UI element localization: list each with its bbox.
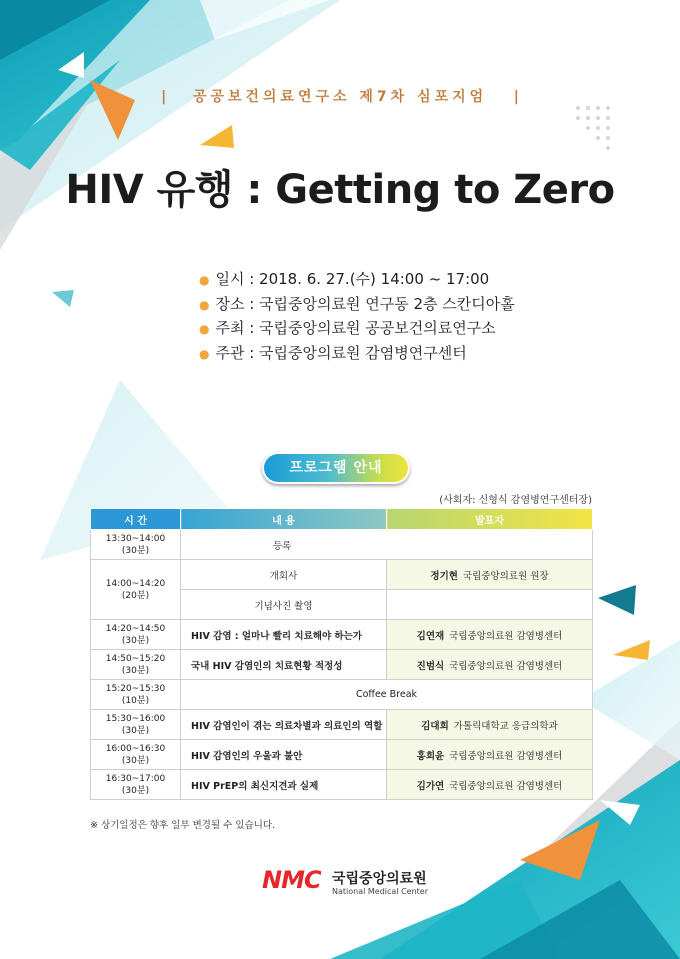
content-cell: 등록 <box>181 530 593 560</box>
speaker-cell: 정기현 국립중앙의료원 원장 <box>387 560 593 590</box>
table-row <box>91 710 593 740</box>
bullet-icon: ● <box>199 297 210 312</box>
nmc-logo-english: National Medical Center <box>332 887 428 896</box>
program-guide-button[interactable]: 프로그램 안내 <box>262 452 410 484</box>
page-title: HIV 유행 : Getting to Zero <box>65 167 615 213</box>
subtitle-text: 공공보건의료연구소 제7차 심포지엄 <box>192 89 488 105</box>
time-cell: 15:20~15:30 (10분) <box>91 680 181 710</box>
speaker-cell: 김대희 가톨릭대학교 응급의학과 <box>387 710 593 740</box>
subtitle-bar-left: | <box>161 89 167 105</box>
table-row <box>91 770 593 800</box>
info-organizer: ● 주관 : 국립중앙의료원 감염병연구센터 <box>199 343 467 362</box>
time-cell: 13:30~14:00 (30분) <box>91 530 181 560</box>
header-content: 내 용 <box>181 509 387 530</box>
table-row <box>91 560 593 590</box>
schedule-change-note: ※ 상기일정은 향후 일부 변경될 수 있습니다. <box>90 820 276 831</box>
subtitle-bar-right: | <box>513 89 519 105</box>
event-info-list <box>199 268 599 366</box>
content-cell: HIV 감염인이 겪는 의료차별과 의료인의 역할 <box>181 710 387 740</box>
info-date: ● 일시 : 2018. 6. 27.(수) 14:00 ~ 17:00 <box>199 270 490 288</box>
nmc-logo-mark: NMC <box>262 866 321 894</box>
time-cell: 14:50~15:20 (30분) <box>91 650 181 680</box>
content-cell: 기념사진 촬영 <box>181 590 387 620</box>
time-cell: 16:30~17:00 (30분) <box>91 770 181 800</box>
info-host: ● 주최 : 국립중앙의료원 공공보건의료연구소 <box>199 319 496 337</box>
symposium-subtitle <box>0 86 680 106</box>
speaker-cell: 홍희윤 국립중앙의료원 감염병센터 <box>387 740 593 770</box>
speaker-cell: 김가연 국립중앙의료원 감염병센터 <box>387 770 593 800</box>
table-row <box>91 740 593 770</box>
speaker-cell: 진범식 국립중앙의료원 감염병센터 <box>387 650 593 680</box>
table-row <box>91 620 593 650</box>
header-time: 시 간 <box>91 509 181 530</box>
content-cell: HIV 감염 : 얼마나 빨리 치료해야 하는가 <box>181 620 387 650</box>
time-cell: 14:20~14:50 (30분) <box>91 620 181 650</box>
nmc-logo <box>262 864 442 904</box>
time-cell: 14:00~14:20 (20분) <box>91 560 181 620</box>
bullet-icon: ● <box>199 346 210 361</box>
speaker-cell: 김연재 국립중앙의료원 감염병센터 <box>387 620 593 650</box>
table-row <box>91 530 593 560</box>
time-cell: 16:00~16:30 (30분) <box>91 740 181 770</box>
time-cell: 15:30~16:00 (30분) <box>91 710 181 740</box>
info-venue: ● 장소 : 국립중앙의료원 연구동 2층 스칸디아홀 <box>199 294 515 313</box>
table-header-row <box>91 509 593 530</box>
content-cell: HIV PrEP의 최신지견과 실제 <box>181 770 387 800</box>
content-cell: 국내 HIV 감염인의 치료현황 적정성 <box>181 650 387 680</box>
table-row <box>91 680 593 710</box>
header-speaker: 발표자 <box>387 509 593 530</box>
content-cell: 개회사 <box>181 560 387 590</box>
program-schedule-table <box>90 508 593 800</box>
content-cell: HIV 감염인의 우울과 불안 <box>181 740 387 770</box>
bullet-icon: ● <box>199 273 210 287</box>
bullet-icon: ● <box>199 322 210 336</box>
table-row <box>91 650 593 680</box>
speaker-cell-empty <box>387 590 593 620</box>
coffee-break-cell: Coffee Break <box>181 680 593 710</box>
moderator-note: (사회자: 신형식 감염병연구센터장) <box>439 495 592 506</box>
nmc-logo-korean: 국립중앙의료원 <box>332 871 427 887</box>
